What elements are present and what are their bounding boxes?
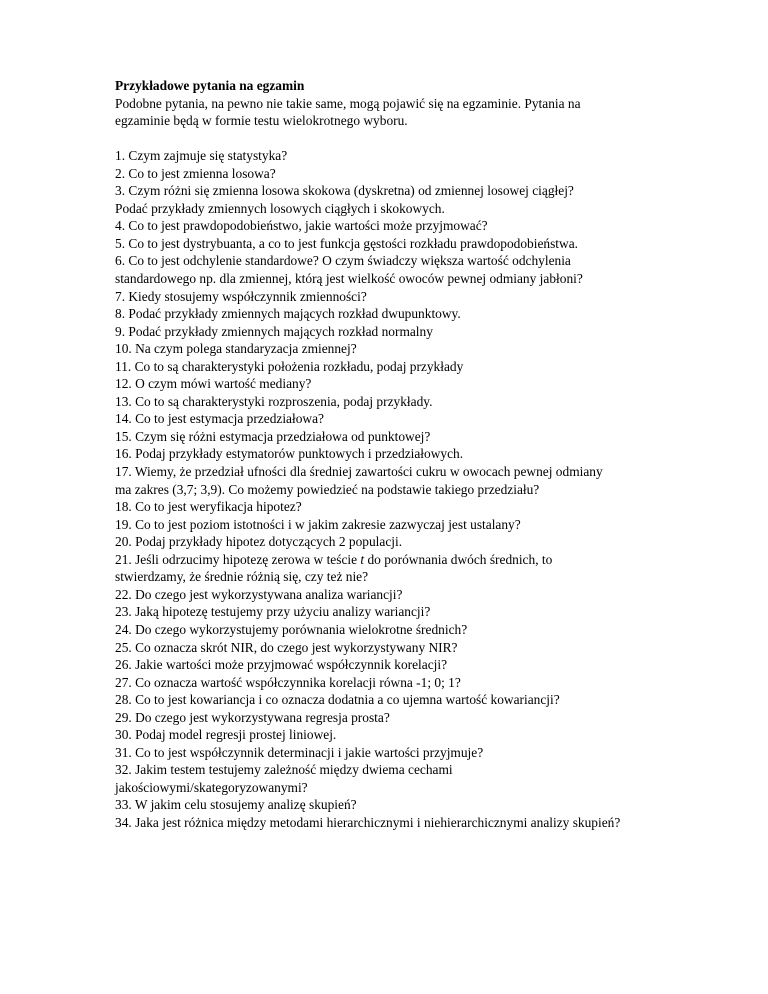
question-text: 15. Czym się różni estymacja przedziałowa od punktowej? [115,428,431,444]
question-text: 6. Co to jest odchylenie standardowe? O czym świadczy większa wartość odchylenia [115,253,571,269]
question-text: 34. Jaka jest różnica między metodami hierarchicznymi i niehierarchicznymi analizy skupień? [115,814,621,830]
question-text: 3. Czym różni się zmienna losowa skokowa (dyskretna) od zmiennej losowej ciągłej? [115,183,574,199]
question-text: 26. Jakie wartości może przyjmować współczynnik korelacji? [115,657,448,673]
question-item [115,726,755,744]
question-text: 11. Co to są charakterystyki położenia rozkładu, podaj przykłady [115,358,464,374]
question-item [115,305,755,323]
question-text: jakościowymi/skategoryzowanymi? [115,779,308,795]
question-item [115,586,755,604]
question-item [115,217,755,235]
question-item [115,551,755,586]
question-item [115,393,755,411]
intro-line: Podobne pytania, na pewno nie takie same, mogą pojawić się na egzaminie. Pytania na [115,95,581,111]
question-text: 8. Podać przykłady zmiennych mających rozkład dwupunktowy. [115,306,461,322]
question-text: 2. Co to jest zmienna losowa? [115,165,276,181]
question-text: 18. Co to jest weryfikacja hipotez? [115,499,302,515]
question-text: 14. Co to jest estymacja przedziałowa? [115,411,324,427]
question-item [115,410,755,428]
question-item [115,796,755,814]
question-text: 25. Co oznacza skrót NIR, do czego jest wykorzystywany NIR? [115,639,458,655]
question-text: 29. Do czego jest wykorzystywana regresja prosta? [115,709,390,725]
question-text: 17. Wiemy, że przedział ufności dla średniej zawartości cukru w owocach pewnej odmiany [115,464,603,480]
question-item [115,165,755,183]
question-text: 20. Podaj przykłady hipotez dotyczących 2 populacji. [115,534,403,550]
question-item [115,691,755,709]
document-title: Przykładowe pytania na egzamin [115,78,305,93]
question-text: stwierdzamy, że średnie różnią się, czy też nie? [115,569,369,585]
question-text: ma zakres (3,7; 3,9). Co możemy powiedzieć na podstawie takiego przedziału? [115,481,540,497]
question-item [115,603,755,621]
question-item [115,252,755,287]
question-text: 5. Co to jest dystrybuanta, a co to jest funkcja gęstości rozkładu prawdopodobieństwa. [115,235,578,251]
question-item [115,428,755,446]
question-item [115,463,755,498]
question-item [115,516,755,534]
question-item [115,656,755,674]
test-t-symbol: t [360,551,365,567]
question-text: 33. W jakim celu stosujemy analizę skupień? [115,797,357,813]
question-item [115,147,755,165]
question-item [115,621,755,639]
question-text: 27. Co oznacza wartość współczynnika korelacji równa -1; 0; 1? [115,674,461,690]
question-text: 31. Co to jest współczynnik determinacji i jakie wartości przyjmuje? [115,744,484,760]
question-text: 30. Podaj model regresji prostej liniowej. [115,727,337,743]
question-item [115,288,755,306]
question-item [115,323,755,341]
question-text: 12. O czym mówi wartość mediany? [115,376,312,392]
question-item [115,744,755,762]
question-text: standardowego np. dla zmiennej, którą jest wielkość owoców pewnej odmiany jabłoni? [115,271,583,287]
question-text: 32. Jakim testem testujemy zależność między dwiema cechami [115,762,453,778]
question-item [115,674,755,692]
question-text: 16. Podaj przykłady estymatorów punktowych i przedziałowych. [115,446,464,462]
question-item [115,533,755,551]
question-item [115,639,755,657]
question-text: 23. Jaką hipotezę testujemy przy użyciu analizy wariancji? [115,604,431,620]
question-text: Podać przykłady zmiennych losowych ciągłych i skokowych. [115,200,445,216]
question-item [115,814,755,832]
question-text: 21. Jeśli odrzucimy hipotezę zerowa w teście t do porównania dwóch średnich, to [115,551,553,567]
question-item [115,182,755,217]
intro-line: egzaminie będą w formie testu wielokrotnego wyboru. [115,113,408,129]
question-item [115,709,755,727]
question-item [115,498,755,516]
document-page [115,77,755,832]
question-text: 24. Do czego wykorzystujemy porównania wielokrotne średnich? [115,621,468,637]
question-text: 7. Kiedy stosujemy współczynnik zmienności? [115,288,367,304]
question-text: 1. Czym zajmuje się statystyka? [115,148,288,164]
question-text: 22. Do czego jest wykorzystywana analiza wariancji? [115,586,403,602]
document-intro [115,95,755,130]
question-text: 28. Co to jest kowariancja i co oznacza dodatnia a co ujemna wartość kowariancji? [115,692,560,708]
question-item [115,235,755,253]
question-item [115,445,755,463]
question-text: 9. Podać przykłady zmiennych mających rozkład normalny [115,323,433,339]
question-item [115,375,755,393]
question-text: 13. Co to są charakterystyki rozproszenia, podaj przykłady. [115,393,433,409]
question-item [115,761,755,796]
question-text: 10. Na czym polega standaryzacja zmiennej? [115,341,357,357]
question-item [115,340,755,358]
question-item [115,358,755,376]
question-text: 4. Co to jest prawdopodobieństwo, jakie wartości może przyjmować? [115,218,488,234]
question-list [115,147,755,831]
question-text: 19. Co to jest poziom istotności i w jakim zakresie zazwyczaj jest ustalany? [115,516,521,532]
